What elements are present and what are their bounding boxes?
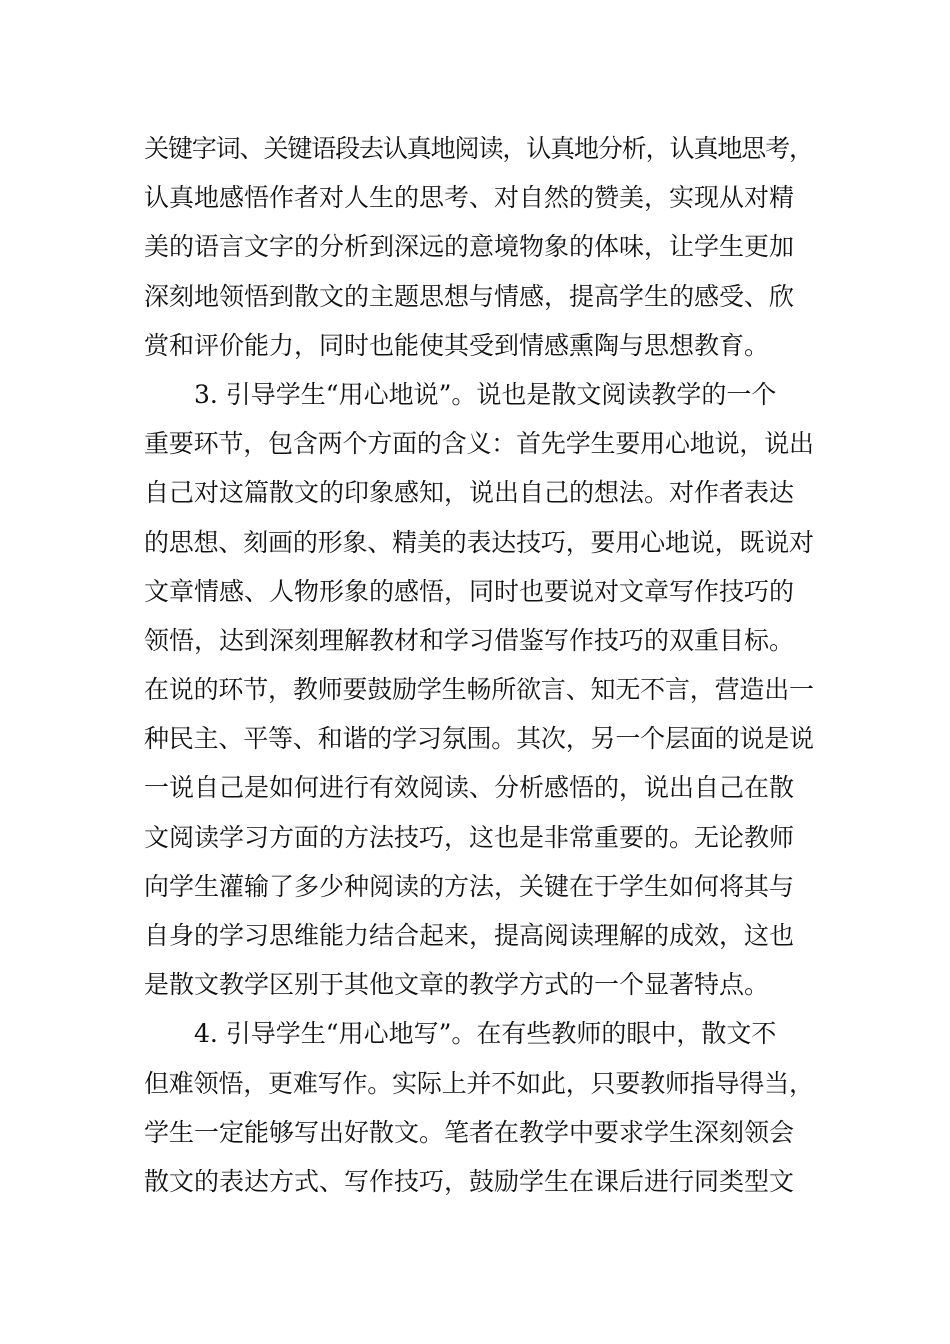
text-line: 文章情感、人物形象的感悟，同时也要说对文章写作技巧的 [144,576,795,606]
text-line: 一说自己是如何进行有效阅读、分析感悟的，说出自己在散 [144,773,795,803]
body-text [144,124,814,1206]
text-line: 散文的表达方式、写作技巧，鼓励学生在课后进行同类型文 [144,1166,795,1196]
text-line: 向学生灌输了多少种阅读的方法，关键在于学生如何将其与 [144,871,795,901]
text-line: 但难领悟，更难写作。实际上并不如此，只要教师指导得当， [144,1068,814,1098]
text-line: 文阅读学习方面的方法技巧，这也是非常重要的。无论教师 [144,822,795,852]
paragraph-first-line: 4. 引导学生“用心地写”。在有些教师的眼中，散文不 [194,1019,777,1049]
text-line: 的思想、刻画的形象、精美的表达技巧，要用心地说，既说对 [144,527,814,557]
text-line: 在说的环节，教师要鼓励学生畅所欲言、知无不言，营造出一 [144,675,814,705]
text-line: 重要环节，包含两个方面的含义：首先学生要用心地说，说出 [144,429,814,459]
paragraph-first-line: 3. 引导学生“用心地说”。说也是散文阅读教学的一个 [194,379,777,409]
text-line: 关键字词、关键语段去认真地阅读，认真地分析，认真地思考， [144,134,813,163]
text-line: 美的语言文字的分析到深远的意境物象的体味，让学生更加 [144,232,795,262]
text-line: 领悟，达到深刻理解教材和学习借鉴写作技巧的双重目标。 [144,625,795,655]
text-line: 赏和评价能力，同时也能使其受到情感熏陶与思想教育。 [144,330,770,360]
text-line: 学生一定能够写出好散文。笔者在教学中要求学生深刻领会 [144,1117,795,1147]
text-line: 自己对这篇散文的印象感知，说出自己的想法。对作者表达 [144,478,795,508]
text-line: 自身的学习思维能力结合起来，提高阅读理解的成效，这也 [144,921,795,950]
text-line: 是散文教学区别于其他文章的教学方式的一个显著特点。 [144,970,770,1000]
text-line: 种民主、平等、和谐的学习氛围。其次，另一个层面的说是说 [144,724,814,754]
text-line: 深刻地领悟到散文的主题思想与情感，提高学生的感受、欣 [144,281,795,311]
text-line: 认真地感悟作者对人生的思考、对自然的赞美，实现从对精 [144,183,795,213]
